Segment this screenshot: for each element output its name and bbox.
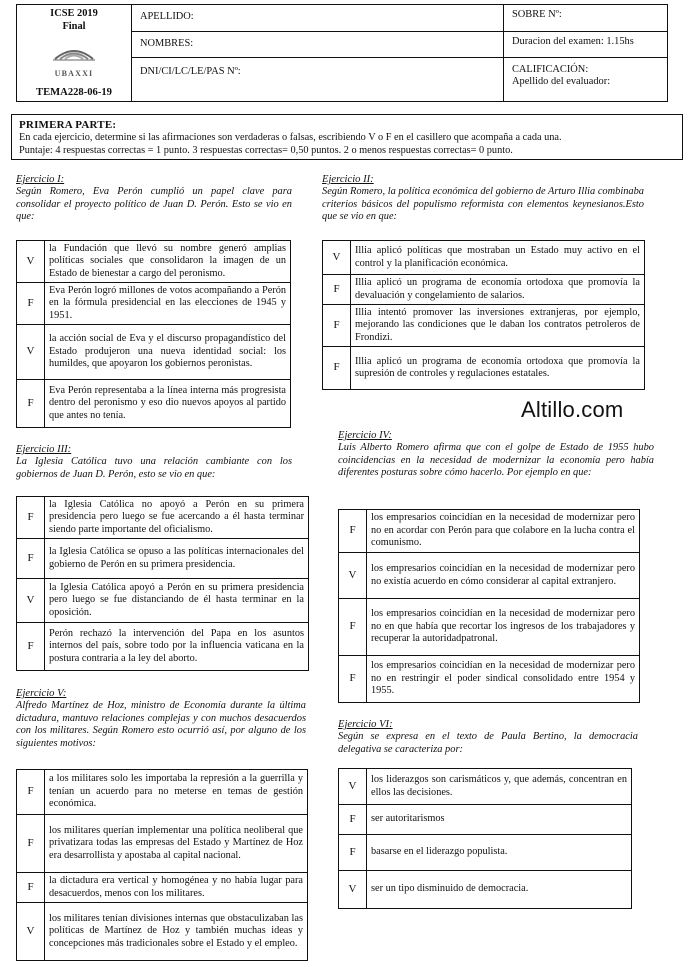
exercise-2-statement: Según Romero, la política económica del gobierno de Arturo Illia combinaba criterios básicos del populismo reformista con elementos keynesianos.Esto que se vio en que: [322, 186, 644, 223]
exercise-5-statement: Alfredo Martínez de Hoz, ministro de Economía durante la última dictadura, mantuvo relaciones complejas y con muchos desacuerdos con los militares. Según Romero esto ocurrió así, por alguno de los siguientes motivos: [16, 700, 306, 750]
table-row [17, 325, 291, 380]
apellido-label: APELLIDO: [140, 11, 194, 22]
statement-text: a los militares solo les importaba la represión a la guerrilla y tenían un acuerdo para no meterse en temas de gestión económica. [45, 770, 308, 815]
table-row [323, 275, 645, 305]
ubaxxi-logo [51, 41, 97, 67]
instructions-box [11, 114, 683, 160]
table-row [17, 815, 308, 873]
logo-text: UBAXXI [54, 69, 94, 78]
table-row [17, 873, 308, 903]
exercise-2-title: Ejercicio II: [322, 174, 374, 185]
exam-type-label: Final [62, 20, 86, 32]
nombres-field[interactable] [132, 32, 503, 58]
answer-box[interactable]: F [323, 275, 351, 305]
statement-text: ser un tipo disminuido de democracia. [367, 871, 632, 909]
statement-text: Illia aplicó un programa de economía ortodoxa que promovía la supresión de controles y regulaciones estatales. [351, 347, 645, 390]
statement-text: los liderazgos son carismáticos y, que además, concentran en ellos las decisiones. [367, 769, 632, 805]
exercise-4-statement: Luis Alberto Romero afirma que con el golpe de Estado de 1955 hubo coincidencias en la necesidad de modernizar la economía pero había diferentes posturas sobre cómo hacerlo. Por ejemplo en que: [338, 442, 654, 479]
answer-box[interactable]: F [17, 539, 45, 579]
answer-box[interactable]: V [339, 871, 367, 909]
sobre-field[interactable] [504, 5, 667, 32]
section-title: PRIMERA PARTE: [19, 119, 117, 131]
statement-text: la Iglesia Católica se opuso a las políticas internacionales del gobierno de Perón en su primera presidencia. [45, 539, 309, 579]
nombres-label: NOMBRES: [140, 38, 194, 49]
apellido-field[interactable] [132, 5, 503, 32]
table-row [339, 656, 640, 703]
answer-box[interactable]: F [339, 599, 367, 656]
answer-box[interactable]: F [17, 815, 45, 873]
header-exam-cell [504, 5, 667, 101]
exercise-3-table [16, 496, 309, 671]
duracion-label: Duracion del examen: 1.15hs [512, 36, 634, 47]
statement-text: Perón rechazó la intervención del Papa en los asuntos internos del país, sobre todo por la influencia vaticana en la postura contraria a la ley del aborto. [45, 623, 309, 671]
exercise-1-statement: Según Romero, Eva Perón cumplió un papel clave para consolidar el proyecto político de Juan D. Perón. Esto se vio en que: [16, 186, 292, 223]
exam-header [16, 4, 668, 102]
instructions-line-2: Puntaje: 4 respuestas correctas = 1 punto. 3 respuestas correctas= 0,50 puntos. 2 o menos respuestas correctas= 0 punto. [19, 144, 513, 156]
table-row [339, 553, 640, 599]
statement-text: los empresarios coincidían en la necesidad de modernizar pero no en acordar con Perón para que colabore en la lucha contra el comunismo. [367, 510, 640, 553]
statement-text: los militares querían implementar una política neoliberal que privatizara todas las empresas del Estado y Martínez de Hoz era desarrollista y apostaba al capital nacional. [45, 815, 308, 873]
answer-box[interactable]: V [323, 241, 351, 275]
answer-box[interactable]: F [17, 623, 45, 671]
statement-text: Illia intentó promover las inversiones extranjeras, por ejemplo, mejorando las condiciones que le daban los contratos petroleros de Frondizi. [351, 305, 645, 347]
table-row [17, 283, 291, 325]
table-row [339, 835, 632, 871]
calificacion-field[interactable] [504, 58, 667, 102]
statement-text: la dictadura era vertical y homogénea y no había lugar para desacuerdos, menos con los militares. [45, 873, 308, 903]
exercise-1-title: Ejercicio I: [16, 174, 65, 185]
answer-box[interactable]: F [339, 510, 367, 553]
statement-text: Eva Perón representaba a la línea interna más progresista dentro del peronismo y eso dio nuevos apoyos al partido que antes no tenía. [45, 380, 291, 428]
statement-text: los empresarios coincidían en la necesidad de modernizar pero no en que había que recortar los ingresos de los trabajadores y recuperar la autoridadpatronal. [367, 599, 640, 656]
answer-box[interactable]: F [323, 305, 351, 347]
table-row [339, 769, 632, 805]
table-row [17, 770, 308, 815]
table-row [323, 305, 645, 347]
statement-text: basarse en el liderazgo populista. [367, 835, 632, 871]
exercise-1-table [16, 240, 291, 428]
exercise-4-title: Ejercicio IV: [338, 430, 392, 441]
table-row [17, 380, 291, 428]
answer-box[interactable]: V [17, 903, 45, 961]
table-row [17, 539, 309, 579]
answer-box[interactable]: F [17, 873, 45, 903]
answer-box[interactable]: F [17, 380, 45, 428]
statement-text: la acción social de Eva y el discurso propagandístico del Estado produjeron una nueva identidad social: los humildes, que apoyaron los gobiernos peronistas. [45, 325, 291, 380]
table-row [17, 497, 309, 539]
statement-text: Illia aplicó políticas que mostraban un Estado muy activo en el control y la planificación económica. [351, 241, 645, 275]
answer-box[interactable]: F [339, 656, 367, 703]
duracion-field [504, 32, 667, 58]
answer-box[interactable]: V [17, 325, 45, 380]
answer-box[interactable]: F [17, 770, 45, 815]
sobre-label: SOBRE Nº: [512, 9, 562, 20]
statement-text: los militares tenían divisiones internas que obstaculizaban las políticas de Martínez de Hoz y también muchas ideas y concepciones más tradicionales sobre el Estado y el empleo. [45, 903, 308, 961]
course-label: ICSE 2019 [50, 8, 98, 19]
exercise-5-table [16, 769, 308, 961]
dni-field[interactable] [132, 58, 503, 102]
table-row [339, 871, 632, 909]
answer-box[interactable]: V [17, 241, 45, 283]
evaluador-label: Apellido del evaluador: [512, 75, 611, 87]
answer-box[interactable]: F [339, 835, 367, 871]
table-row [339, 599, 640, 656]
header-course-cell [17, 5, 132, 101]
statement-text: los empresarios coincidían en la necesidad de modernizar pero no existía acuerdo en cómo considerar al capital extranjero. [367, 553, 640, 599]
statement-text: Eva Perón logró millones de votos acompañando a Perón en la fórmula presidencial en las elecciones de 1945 y 1951. [45, 283, 291, 325]
table-row [339, 510, 640, 553]
tema-label: TEMA228-06-19 [36, 87, 112, 98]
exercise-3-statement: La Iglesia Católica tuvo una relación cambiante con los gobiernos de Juan D. Perón, esto se vio en que: [16, 456, 292, 480]
answer-box[interactable]: F [339, 805, 367, 835]
statement-text: ser autoritarismos [367, 805, 632, 835]
statement-text: la Fundación que llevó su nombre generó amplias políticas sociales que consolidaron la imagen de un Estado de bienestar a cargo del peronismo. [45, 241, 291, 283]
header-student-cell [132, 5, 504, 101]
answer-box[interactable]: F [17, 283, 45, 325]
statement-text: los empresarios coincidían en la necesidad de modernizar pero no en restringir el poder sindical consolidado entre 1954 y 1955. [367, 656, 640, 703]
exercise-5-title: Ejercicio V: [16, 688, 67, 699]
exercise-4-table [338, 509, 640, 703]
statement-text: Illia aplicó un programa de economía ortodoxa que promovía la devaluación y congelamiento de salarios. [351, 275, 645, 305]
answer-box[interactable]: V [339, 553, 367, 599]
table-row [339, 805, 632, 835]
instructions-line-1: En cada ejercicio, determine si las afirmaciones son verdaderas o falsas, escribiendo V o F en el casillero que acompaña a cada una. [19, 132, 562, 144]
exercise-6-table [338, 768, 632, 909]
statement-text: la Iglesia Católica apoyó a Perón en su primera presidencia pero luego se fue distanciando de él hasta terminar en la oposición. [45, 579, 309, 623]
table-row [17, 241, 291, 283]
dni-label: DNI/CI/LC/LE/PAS Nº: [140, 66, 241, 77]
table-row [17, 623, 309, 671]
exercise-6-title: Ejercicio VI: [338, 719, 393, 730]
altillo-watermark: Altillo.com [521, 397, 624, 422]
table-row [17, 903, 308, 961]
table-row [17, 579, 309, 623]
answer-box[interactable]: F [323, 347, 351, 390]
answer-box[interactable]: F [17, 497, 45, 539]
statement-text: la Iglesia Católica no apoyó a Perón en su primera presidencia pero luego se fue acercando a él hasta terminar siendo parte importante del oficialismo. [45, 497, 309, 539]
calificacion-label: CALIFICACIÓN: [512, 64, 589, 75]
answer-box[interactable]: V [17, 579, 45, 623]
exercise-3-title: Ejercicio III: [16, 444, 72, 455]
exercise-2-table [322, 240, 645, 390]
answer-box[interactable]: V [339, 769, 367, 805]
table-row [323, 241, 645, 275]
table-row [323, 347, 645, 390]
exercise-6-statement: Según se expresa en el texto de Paula Bertino, la democracia delegativa se caracteriza por: [338, 731, 638, 755]
